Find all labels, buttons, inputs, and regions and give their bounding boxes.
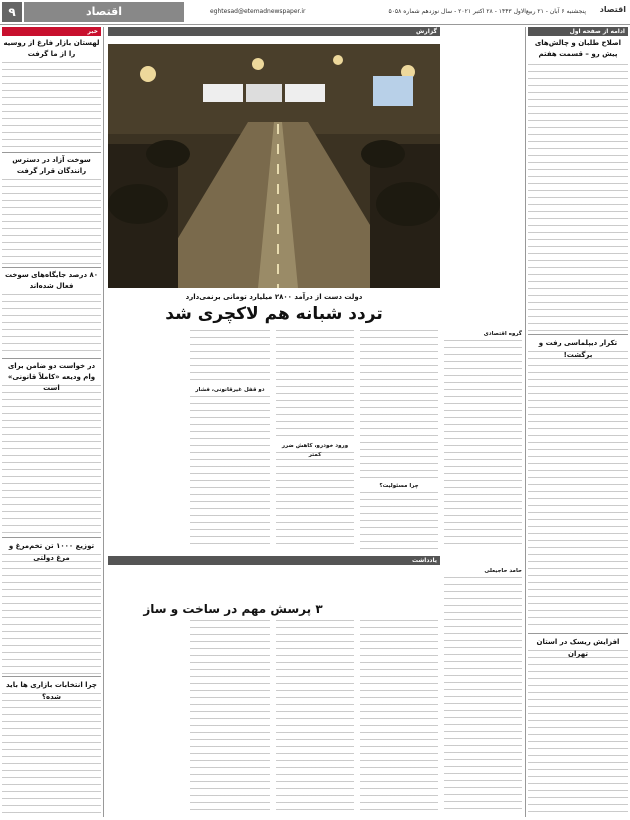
report-column bbox=[360, 330, 438, 480]
report-column bbox=[276, 330, 354, 440]
article-body bbox=[528, 650, 628, 816]
news-body bbox=[2, 62, 101, 150]
divider bbox=[2, 676, 101, 677]
news-title: در خواست دو ضامن برای وام ودیعه «کاملاً قانونی» است bbox=[7, 362, 96, 392]
report-column bbox=[276, 452, 354, 550]
opinion-column bbox=[276, 620, 354, 815]
report-subtitle: دولت دست از درآمد ۲۸۰۰ میلیارد تومانی برنمی‌دارد bbox=[185, 293, 363, 301]
news-body bbox=[2, 294, 101, 356]
news-body bbox=[2, 554, 101, 674]
page-number: ۹ bbox=[2, 2, 22, 22]
news-title: توزیع ۱۰۰۰ تن تخم‌مرغ و مرغ دولتی bbox=[8, 542, 95, 562]
opinion-label: یادداشت bbox=[108, 556, 440, 565]
opinion-column bbox=[360, 620, 438, 815]
contact-email[interactable]: eghtesad@etemadnewspaper.ir bbox=[210, 8, 306, 15]
article-body bbox=[528, 351, 628, 631]
sub-head: ورود خودرو، کاهش ضرر کمتر bbox=[281, 443, 349, 458]
article-title: تکرار دیپلماسی رفت و برگشت! bbox=[538, 339, 618, 359]
sub-head: دو قفل غیرقانونی، فشار bbox=[195, 387, 265, 393]
news-label: خبر bbox=[2, 27, 101, 36]
report-column bbox=[190, 330, 270, 384]
opinion-column bbox=[190, 620, 270, 815]
newspaper-logo: اقتصاد bbox=[599, 5, 626, 14]
author-name: حامد حاجیعلی bbox=[484, 568, 522, 574]
divider bbox=[2, 152, 101, 153]
issue-date: پنجشنبه ۶ آبان - ۲۱ ربیع‌الاول ۱۴۴۳ - ۲۸ اکتبر ۲۰۲۱ - سال نوزدهم شماره ۵۰۵۸ bbox=[388, 8, 586, 15]
divider bbox=[2, 537, 101, 538]
news-title: ۸۰ درصد جایگاه‌های سوخت فعال شده‌اند bbox=[4, 271, 99, 290]
news-body bbox=[2, 693, 101, 815]
section-title: اقتصاد bbox=[24, 2, 184, 22]
news-title: چرا انتخابات بازاری ها باید شده؟ bbox=[6, 681, 97, 701]
news-title: لهستان بازار فارغ از روسیه را از ما گرفت bbox=[3, 39, 100, 58]
divider bbox=[528, 633, 628, 634]
sub-head: چرا مسئولیت؟ bbox=[379, 483, 419, 489]
byline: گروه اقتصادی bbox=[483, 331, 522, 337]
opinion-title: ۳ پرسش مهم در ساخت و ساز bbox=[143, 602, 323, 616]
page-header bbox=[0, 0, 630, 25]
night-street-photo bbox=[108, 44, 440, 288]
column-rule bbox=[103, 27, 104, 817]
article-title: اصلاح طلبان و چالش‌های پیش رو – قسمت هفتم bbox=[534, 39, 622, 58]
divider bbox=[2, 358, 101, 359]
report-column bbox=[444, 340, 522, 550]
report-column bbox=[360, 492, 438, 550]
article-title: افزایش ریسک در استان تهران bbox=[536, 638, 620, 658]
divider bbox=[2, 267, 101, 268]
news-body bbox=[2, 179, 101, 265]
article-body bbox=[528, 64, 628, 332]
report-column bbox=[190, 396, 270, 550]
opinion-column bbox=[444, 577, 522, 815]
news-body bbox=[2, 385, 101, 535]
column-rule bbox=[525, 27, 526, 817]
report-title: تردد شبانه هم لاکچری شد bbox=[165, 304, 383, 324]
report-label: گزارش bbox=[108, 27, 440, 36]
news-title: سوخت آزاد در دسترس رانندگان قرار گرفت bbox=[12, 156, 91, 175]
continued-label: ادامه از صفحه اول bbox=[528, 27, 628, 36]
divider bbox=[528, 334, 628, 335]
